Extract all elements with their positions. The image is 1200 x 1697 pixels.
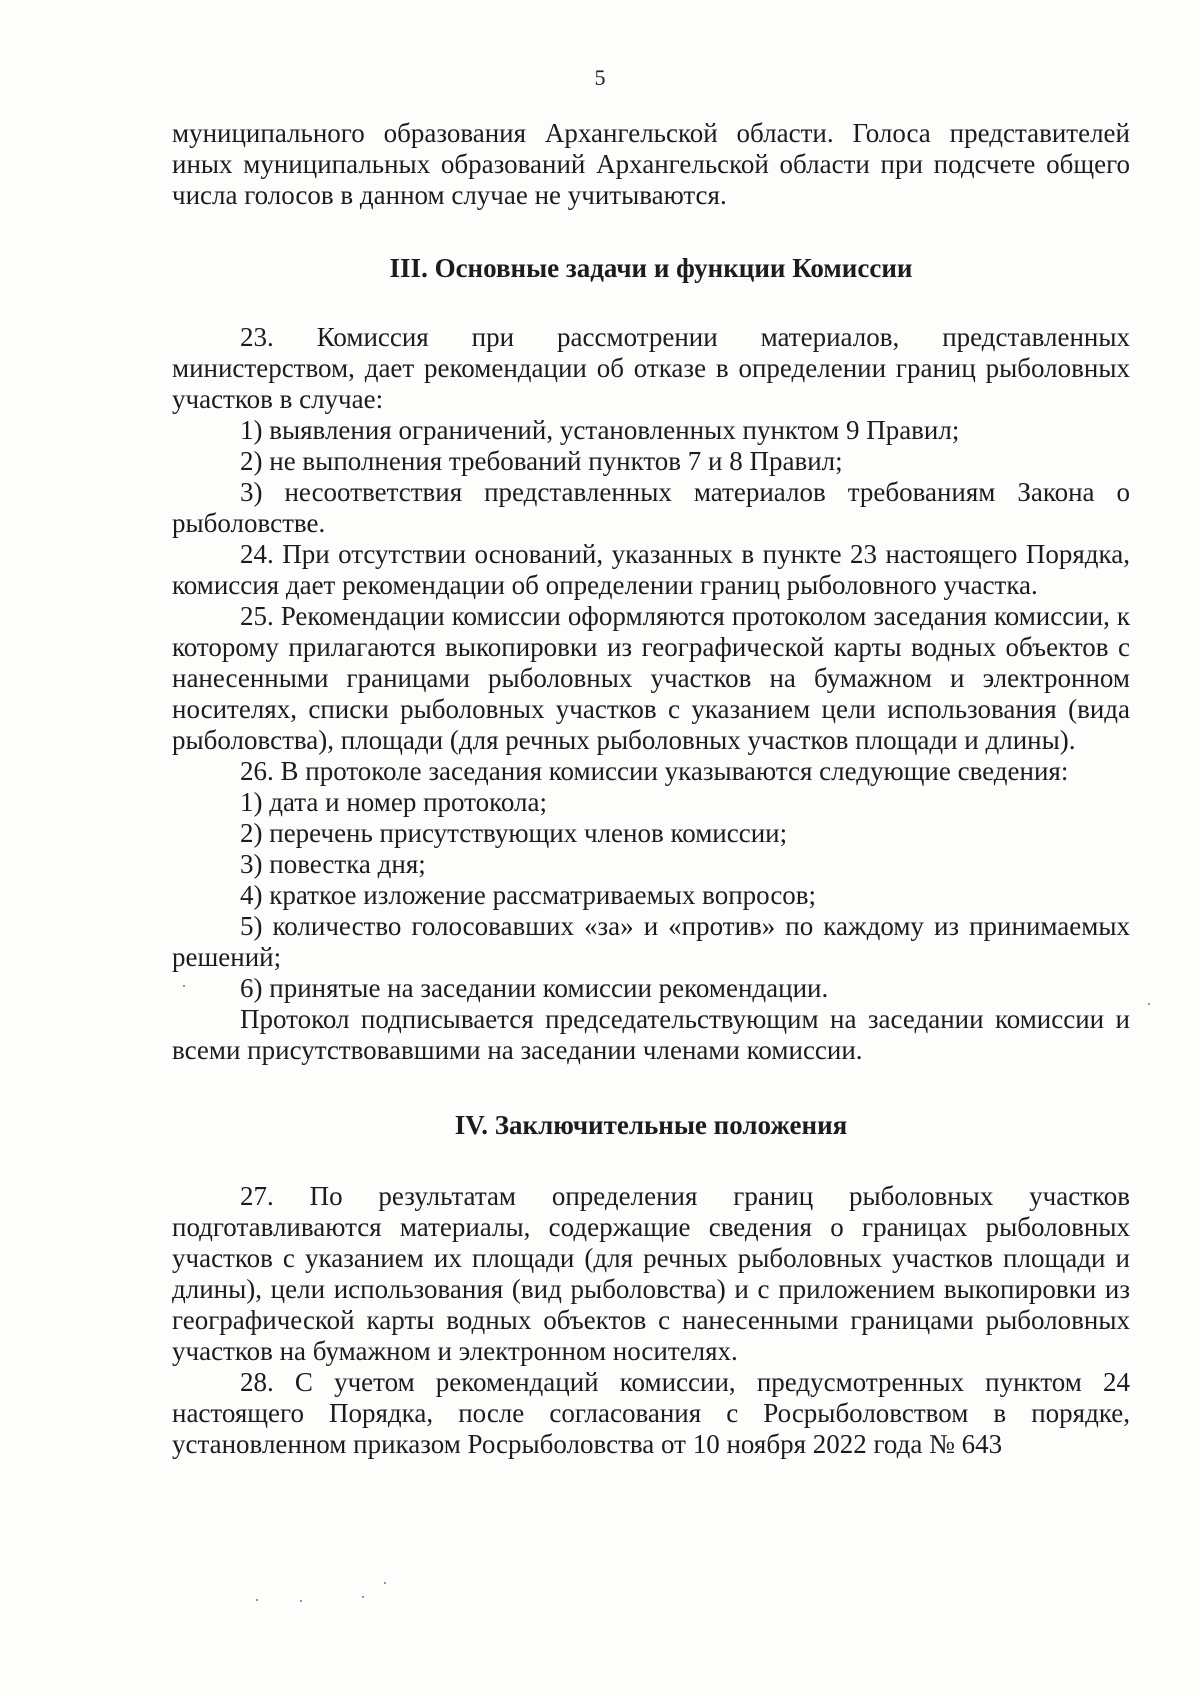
section-3-heading: III. Основные задачи и функции Комиссии: [389, 253, 913, 283]
scan-speck: [183, 985, 185, 987]
paragraph-24: 24. При отсутствии оснований, указанных в пункте 23 настоящего Порядка, комиссия дает рекомендации об определении границ рыболовного участка.: [172, 539, 1130, 600]
intro-paragraph: муниципального образования Архангельской области. Голоса представителей иных муниципальных образований Архангельской области при подсчете общего числа голосов в данном случае не учитываются.: [172, 118, 1130, 210]
scan-speck: [362, 1596, 364, 1598]
list-item-26-2: 2) перечень присутствующих членов комиссии;: [240, 818, 788, 848]
list-item-26-3: 3) повестка дня;: [240, 849, 426, 879]
paragraph-27: 27. По результатам определения границ рыболовных участков подготавливаются материалы, содержащие сведения о границах рыболовных участков с указанием их площади (для речных рыболовных участков площади и длины), цели использования (вид рыболовства) и с приложением выкопировки из географической карты водных объектов с нанесенными границами рыболовных участков на бумажном и электронном носителях.: [172, 1181, 1130, 1366]
list-item-23-1: 1) выявления ограничений, установленных пунктом 9 Правил;: [240, 415, 960, 445]
paragraph-26: 26. В протоколе заседания комиссии указываются следующие сведения:: [240, 756, 1069, 786]
paragraph-25: 25. Рекомендации комиссии оформляются протоколом заседания комиссии, к которому прилагаются выкопировки из географической карты водных объектов с нанесенными границами рыболовных участков на бумажном и электронном носителях, списки рыболовных участков с указанием цели использования (вида рыболовства), площади (для речных рыболовных участков площади и длины).: [172, 601, 1130, 755]
protocol-signature-paragraph: Протокол подписывается председательствующим на заседании комиссии и всеми присутствовавшими на заседании членами комиссии.: [172, 1004, 1130, 1065]
list-item-23-3: 3) несоответствия представленных материалов требованиям Закона о рыболовстве.: [172, 477, 1130, 538]
scan-speck: [300, 1600, 302, 1602]
scan-speck: [1148, 1003, 1150, 1005]
document-body: [172, 118, 1130, 1460]
page-number: 5: [594, 65, 606, 90]
list-item-23-2: 2) не выполнения требований пунктов 7 и 8 Правил;: [240, 446, 843, 476]
list-item-26-1: 1) дата и номер протокола;: [240, 787, 547, 817]
list-item-26-4: 4) краткое изложение рассматриваемых вопросов;: [240, 880, 817, 910]
list-item-26-6: 6) принятые на заседании комиссии рекомендации.: [240, 973, 829, 1003]
section-4-body: [172, 1181, 1130, 1460]
section-4-heading: IV. Заключительные положения: [454, 1110, 848, 1140]
section-3-body: [172, 322, 1130, 1066]
paragraph-23: 23. Комиссия при рассмотрении материалов, представленных министерством, дает рекомендации об отказе в определении границ рыболовных участков в случае:: [172, 322, 1130, 414]
scan-speck: [384, 1582, 386, 1584]
scan-speck: [256, 1599, 258, 1601]
paragraph-28: 28. С учетом рекомендаций комиссии, предусмотренных пунктом 24 настоящего Порядка, после согласования с Росрыболовством в порядке, установленном приказом Росрыболовства от 10 ноября 2022 года № 643: [172, 1367, 1130, 1459]
list-item-26-5: 5) количество голосовавших «за» и «против» по каждому из принимаемых решений;: [172, 911, 1130, 972]
